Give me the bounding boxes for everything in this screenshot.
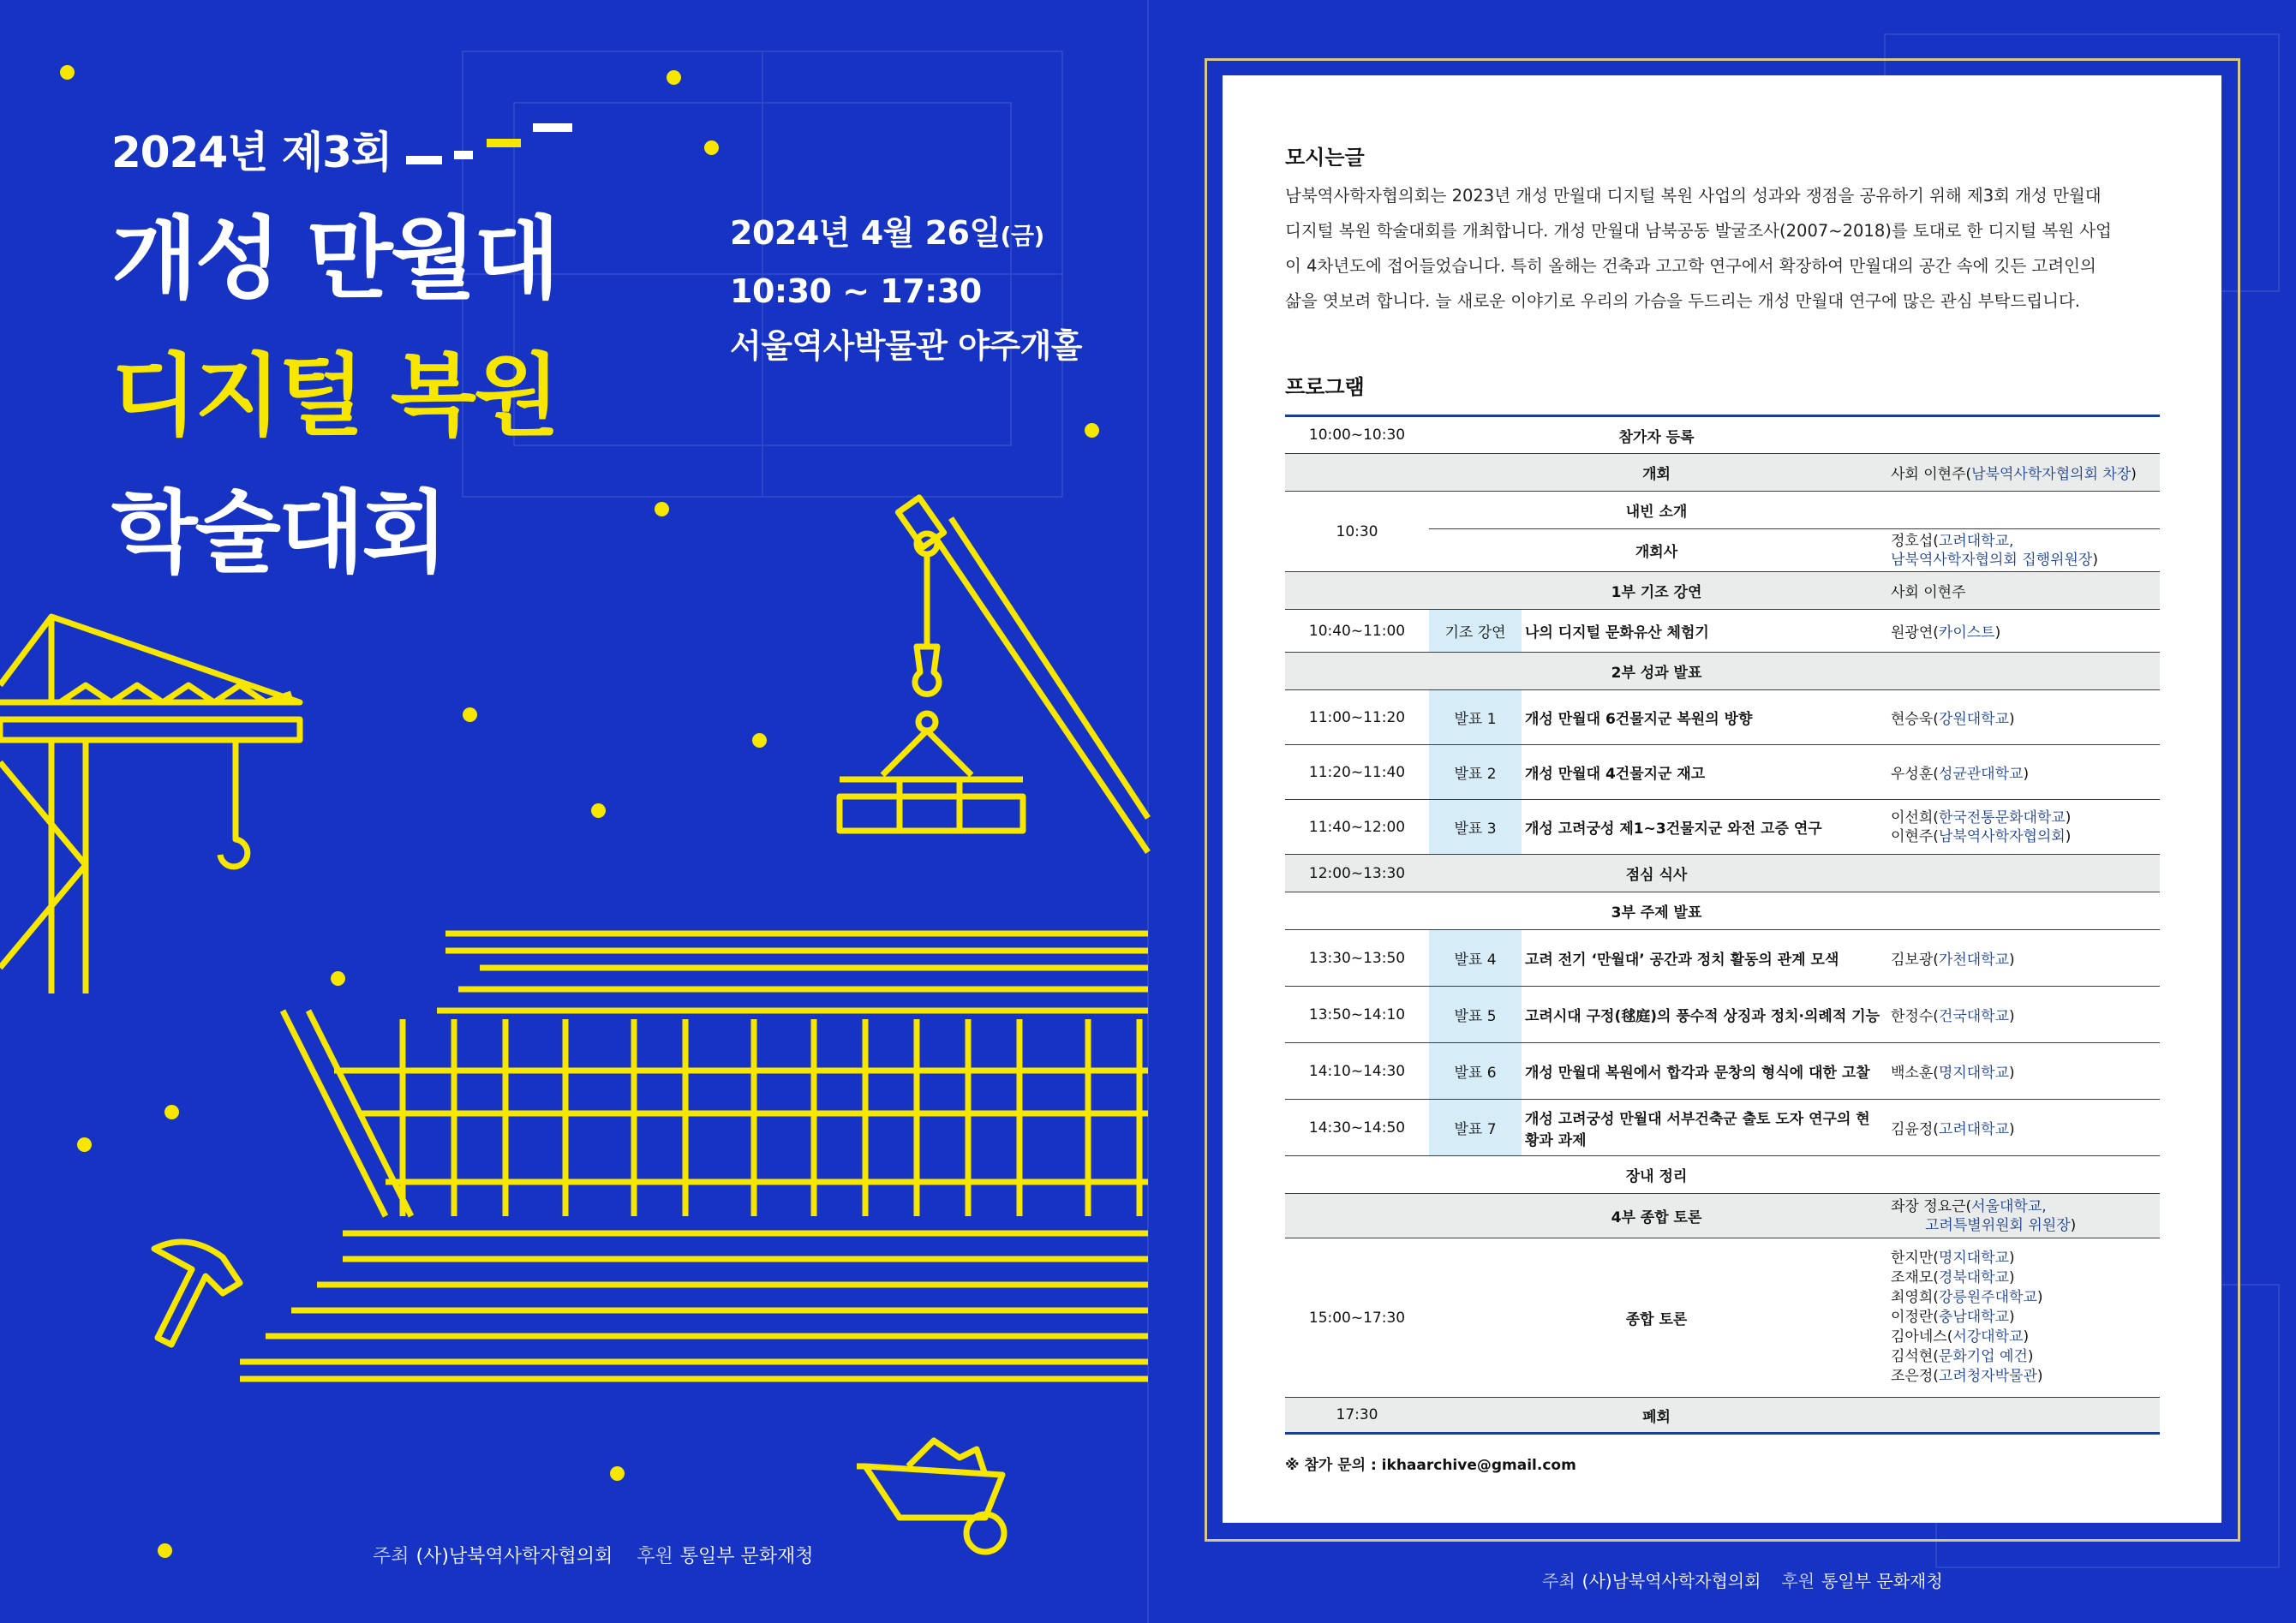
paren: ) [2070, 1216, 2077, 1234]
affiliation: 성균관대학교 [1938, 766, 2024, 783]
star-dot [704, 140, 719, 155]
sponsor-name: 통일부 문화재청 [679, 1546, 814, 1567]
greeting-line: 디지털 복원 학술대회를 개최합니다. 개성 만월대 남북공동 발굴조사(2007~2018)를 토대로 한 디지털 복원 사업 [1285, 221, 2112, 241]
table-row [1285, 1398, 2160, 1434]
affiliation: 가천대학교 [1938, 952, 2010, 969]
talk-title: 고려 전기 ‘만월대’ 공간과 정치 활동의 관계 모색 [1522, 930, 1884, 987]
contact-email: ※ 참가 문의 : ikhaarchive@gmail.com [1285, 1457, 1576, 1474]
star-dot [1085, 423, 1099, 438]
time-cell: 12:00~13:30 [1285, 855, 1429, 892]
affiliation: 경북대학교 [1938, 1269, 2010, 1286]
talk-title: 개성 만월대 4건물지군 재고 [1522, 745, 1884, 800]
time-cell: 15:00~17:30 [1285, 1238, 1429, 1398]
wheelbarrow-icon [857, 1432, 1011, 1560]
session-title: 점심 식사 [1429, 855, 1884, 892]
table-row [1285, 1194, 2160, 1238]
panelist: 한지만( [1891, 1250, 1939, 1267]
paren: ) [2009, 952, 2015, 969]
talk-tag: 발표 2 [1429, 745, 1522, 800]
talk-tag: 발표 3 [1429, 800, 1522, 855]
table-row [1285, 653, 2160, 690]
speaker: 우성훈( [1891, 766, 1939, 783]
right-footer [1542, 1567, 1943, 1592]
program-title: 프로그램 [1285, 375, 1365, 399]
table-row [1285, 690, 2160, 745]
affiliation: 건국대학교 [1938, 1008, 2010, 1025]
table-row [1285, 745, 2160, 800]
session-title: 폐회 [1429, 1398, 1884, 1434]
talk-tag: 발표 6 [1429, 1043, 1522, 1100]
luffing-crane-icon [822, 492, 1157, 869]
speaker: 백소훈( [1891, 1065, 1939, 1082]
table-row [1285, 800, 2160, 855]
star-dot [610, 1466, 625, 1481]
talk-tag: 발표 7 [1429, 1100, 1522, 1156]
time-cell: 13:30~13:50 [1285, 930, 1429, 987]
table-row [1285, 855, 2160, 892]
paren: ) [2009, 1121, 2015, 1138]
time-cell: 10:00~10:30 [1285, 416, 1429, 454]
table-row [1285, 454, 2160, 492]
paren: ) [2009, 1065, 2015, 1082]
event-weekday: (금) [1000, 222, 1044, 250]
affiliation: 고려특별위원회 위원장 [1925, 1216, 2071, 1234]
paren: ) [2092, 551, 2098, 569]
speaker: 좌장 정요근( [1891, 1197, 1972, 1215]
event-venue: 서울역사박물관 야주개홀 [730, 327, 1083, 365]
table-row [1285, 1238, 2160, 1398]
affiliation: 한국전통문화대학교 [1938, 809, 2066, 826]
affiliation: 충남대학교 [1938, 1309, 2010, 1326]
time-cell: 11:20~11:40 [1285, 745, 1429, 800]
host-name: (사)남북역사학자협의회 [1581, 1571, 1761, 1591]
affiliation: 남북역사학자협의회 [1938, 827, 2066, 845]
table-row [1285, 610, 2160, 653]
greeting-text [1285, 178, 2167, 319]
host-label: 주최 [1542, 1571, 1576, 1591]
time-cell: 11:00~11:20 [1285, 690, 1429, 745]
affiliation: 카이스트 [1938, 624, 1995, 641]
affiliation: 남북역사학자협의회 차장 [1971, 466, 2132, 483]
greeting-line: 이 4차년도에 접어들었습니다. 특히 올해는 건축과 고고학 연구에서 확장하여 만월대의 공간 속에 깃든 고려인의 [1285, 256, 2096, 276]
star-dot [463, 707, 477, 722]
speaker: 정호섭( [1891, 532, 1939, 550]
talk-title: 개성 고려궁성 만월대 서부건축군 출토 도자 연구의 현황과 과제 [1522, 1100, 1884, 1156]
panelist: 김석현( [1891, 1348, 1939, 1365]
hammer-icon [146, 1232, 257, 1352]
session-title: 개회사 [1429, 529, 1884, 572]
paren: ) [2065, 827, 2072, 845]
session-title: 3부 주제 발표 [1429, 892, 1884, 930]
star-dot [667, 70, 681, 85]
title-line-1: 개성 만월대 [111, 206, 558, 311]
greeting-line: 삶을 엿보려 합니다. 늘 새로운 이야기로 우리의 가슴을 두드리는 개성 만월대 연구에 많은 관심 부탁드립니다. [1285, 291, 2081, 311]
star-dot [591, 803, 606, 818]
speaker: 원광연( [1891, 624, 1939, 641]
time-cell: 10:30 [1285, 492, 1429, 572]
affiliation: 고려청자박물관 [1938, 1368, 2037, 1385]
time-cell: 17:30 [1285, 1398, 1429, 1434]
host-name: (사)남북역사학자협의회 [416, 1546, 613, 1567]
affiliation: 서강대학교 [1952, 1328, 2024, 1346]
speaker: 이선희( [1891, 809, 1939, 826]
dash-mark-icon [404, 120, 576, 168]
star-dot [752, 733, 767, 748]
title-line-3: 학술대회 [111, 480, 445, 585]
star-dot [655, 502, 669, 516]
talk-tag: 발표 5 [1429, 987, 1522, 1043]
affiliation: 고려대학교, [1938, 532, 2014, 550]
affiliation: 강릉원주대학교 [1938, 1289, 2037, 1306]
affiliation: 남북역사학자협의회 집행위원장 [1891, 551, 2093, 569]
session-title: 종합 토론 [1429, 1238, 1884, 1398]
star-dot [77, 1137, 92, 1152]
talk-tag: 기조 강연 [1429, 610, 1522, 653]
paren: ) [2023, 766, 2030, 783]
panelist: 최영희( [1891, 1289, 1939, 1306]
session-title: 개회 [1429, 454, 1884, 492]
table-row [1285, 492, 2160, 529]
session-title: 내빈 소개 [1429, 492, 1884, 529]
sponsor-label: 후원 [1781, 1571, 1815, 1591]
greeting-title: 모시는글 [1285, 146, 1365, 170]
event-info [730, 206, 1082, 373]
panel-list: 한지만(명지대학교) 조재모(경북대학교) 최영희(강릉원주대학교) 이정란(충남대학교) 김아네스(서강대학교) 김석현(문화기업 예건) 조은정(고려청자박물관) [1884, 1238, 2160, 1398]
star-dot [164, 1105, 179, 1119]
session-title: 4부 종합 토론 [1429, 1194, 1884, 1238]
sponsor-name: 통일부 문화재청 [1821, 1571, 1943, 1591]
paren: ) [2065, 809, 2072, 826]
speaker: 김윤정( [1891, 1121, 1939, 1138]
affiliation: 고려대학교 [1938, 1121, 2010, 1138]
table-row [1285, 572, 2160, 610]
table-row [1285, 1043, 2160, 1100]
talk-tag: 발표 4 [1429, 930, 1522, 987]
talk-title: 고려시대 구정(毬庭)의 풍수적 상징과 정치·의례적 기능 [1522, 987, 1884, 1043]
speaker: 이현주( [1891, 827, 1939, 845]
speaker: 현승욱( [1891, 711, 1939, 728]
speaker: 김보광( [1891, 952, 1939, 969]
time-cell: 11:40~12:00 [1285, 800, 1429, 855]
paren: ) [1994, 624, 2001, 641]
talk-title: 나의 디지털 문화유산 체험기 [1522, 610, 1884, 653]
table-row [1285, 892, 2160, 930]
session-title: 장내 정리 [1429, 1156, 1884, 1194]
edition-label: 2024년 제3회 [111, 128, 392, 177]
event-date: 2024년 4월 26일 [730, 214, 1001, 252]
session-title: 참가자 등록 [1429, 416, 1884, 454]
title-line-2: 디지털 복원 [111, 343, 558, 448]
speaker: 사회 이현주( [1891, 466, 1972, 483]
time-cell: 10:40~11:00 [1285, 610, 1429, 653]
speaker: 사회 이현주 [1884, 572, 2160, 610]
host-label: 주최 [373, 1546, 410, 1567]
paren: ) [2131, 466, 2137, 483]
panelist: 이정란( [1891, 1309, 1939, 1326]
talk-tag: 발표 1 [1429, 690, 1522, 745]
table-row [1285, 416, 2160, 454]
speaker: 한정수( [1891, 1008, 1939, 1025]
greeting-line: 남북역사학자협의회는 2023년 개성 만월대 디지털 복원 사업의 성과와 쟁점을 공유하기 위해 제3회 개성 만월대 [1285, 186, 2102, 206]
time-cell: 14:10~14:30 [1285, 1043, 1429, 1100]
left-footer [373, 1542, 813, 1568]
affiliation: 문화기업 예건 [1938, 1348, 2028, 1365]
panelist: 조은정( [1891, 1368, 1939, 1385]
paren: ) [2009, 1008, 2015, 1025]
paren: ) [2009, 711, 2015, 728]
talk-title: 개성 만월대 복원에서 합각과 문창의 형식에 대한 고찰 [1522, 1043, 1884, 1100]
time-cell: 14:30~14:50 [1285, 1100, 1429, 1156]
affiliation: 명지대학교 [1938, 1065, 2010, 1082]
sponsor-label: 후원 [637, 1546, 673, 1567]
table-row [1285, 1156, 2160, 1194]
event-time: 10:30 ~ 17:30 [730, 272, 982, 310]
time-cell: 13:50~14:10 [1285, 987, 1429, 1043]
table-row [1285, 987, 2160, 1043]
palace-illustration [231, 908, 1157, 1396]
table-row [1285, 930, 2160, 987]
session-title: 2부 성과 발표 [1429, 653, 1884, 690]
table-row [1285, 1100, 2160, 1156]
star-dot [60, 65, 75, 80]
affiliation: 서울대학교, [1971, 1197, 2047, 1215]
affiliation: 명지대학교 [1938, 1250, 2010, 1267]
talk-title: 개성 만월대 6건물지군 복원의 방향 [1522, 690, 1884, 745]
talk-title: 개성 고려궁성 제1~3건물지군 와전 고증 연구 [1522, 800, 1884, 855]
star-dot [158, 1543, 172, 1558]
panelist: 조재모( [1891, 1269, 1939, 1286]
session-title: 1부 기조 강연 [1429, 572, 1884, 610]
panelist: 김아네스( [1891, 1328, 1953, 1346]
affiliation: 강원대학교 [1938, 711, 2010, 728]
program-table [1285, 415, 2160, 1435]
